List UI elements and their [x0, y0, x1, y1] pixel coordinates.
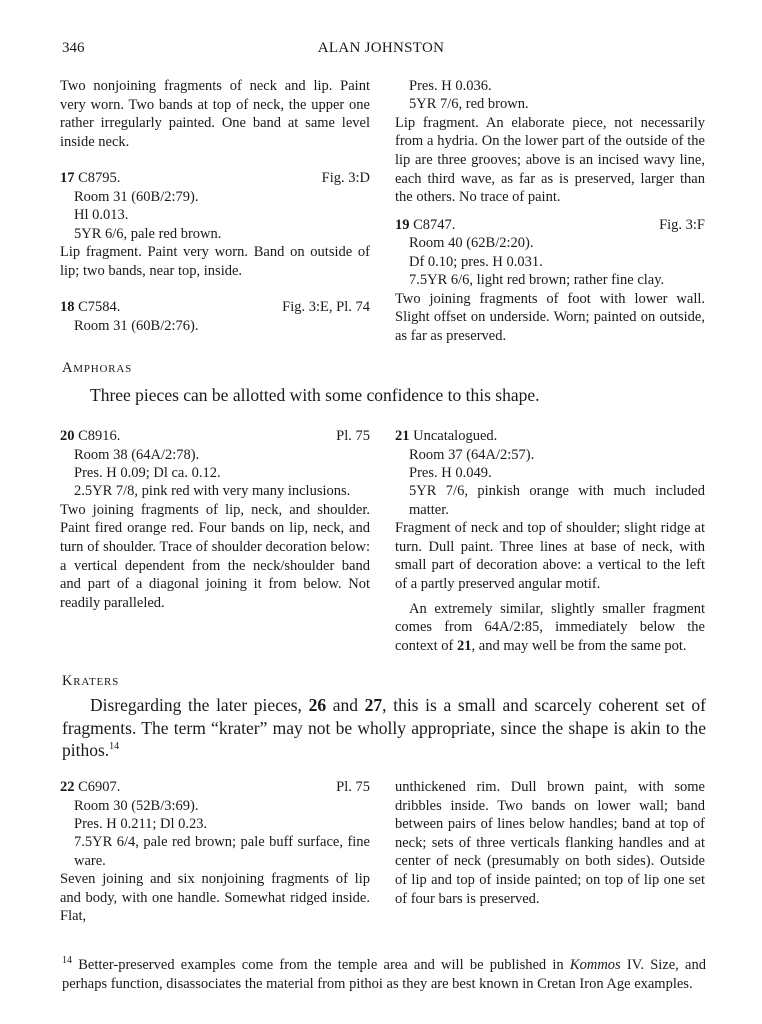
section-heading-amphoras: AMPHORAS [62, 360, 133, 376]
meta-line: Pres. H 0.049. [409, 465, 492, 481]
entry-22-description: Seven joining and six nonjoining fragments of lip and body, with one handle. Somewhat ridged inside. Flat, [60, 871, 370, 925]
left-column-amphoras [60, 427, 370, 612]
entry-number: 19 [395, 216, 410, 233]
entry-17-heading [60, 169, 370, 188]
meta-line: Room 40 (62B/2:20). [409, 235, 534, 252]
right-column-amphoras [395, 427, 705, 655]
meta-line: Room 30 (52B/3:69). [74, 797, 199, 814]
entry-22-meta [74, 797, 370, 871]
meta-line: 7.5YR 6/4, pale red brown; pale buff surface, fine ware. [74, 834, 370, 869]
footnote-marker: 14 [62, 955, 72, 967]
right-column-kraters [395, 778, 705, 908]
running-title: ALAN JOHNSTON [317, 40, 445, 56]
meta-line: Room 37 (64A/2:57). [409, 446, 535, 463]
entry-17-description: Lip fragment. Paint very worn. Band on outside of lip; two bands, near top, inside. [60, 244, 370, 279]
meta-line: 7.5YR 6/6, light red brown; rather fine clay. [409, 272, 665, 289]
entry-20-heading [60, 427, 370, 446]
section-intro-amphoras: Three pieces can be allotted with some confidence to this shape. [90, 385, 540, 405]
entry-number: 22 [60, 779, 75, 795]
meta-line: Hl 0.013. [74, 207, 129, 224]
meta-line: 5YR 7/6, red brown. [409, 96, 529, 113]
meta-line: Pres. H 0.09; Dl ca. 0.12. [74, 465, 221, 481]
entry-number: 18 [60, 299, 75, 316]
entry-22-heading [60, 778, 370, 797]
cross-reference: 21 [457, 637, 472, 654]
entry-22-description-cont: unthickened rim. Dull brown paint, with some dribbles inside. Two bands on lower wall; band between pairs of lines below handles; band at top of neck; sets of three verticals flanking handles and at center of neck (presumably on both sides). Outside of lip and top of inside painted; on top of lip one set of four bars is preserved. [395, 779, 705, 907]
footnote-ref: 14 [109, 741, 120, 753]
right-column-top [395, 77, 705, 345]
meta-line: Room 38 (64A/2:78). [74, 446, 200, 463]
entry-17-meta [74, 188, 370, 243]
footnote-14: $^{14}$ Better-preserved examples come from the temple area and will be published in Kommos IV. Size, and perhaps function, disassociates the material from pithoi as they are best known in Cretan Iron Age examples. [62, 955, 706, 992]
meta-line: Pres. H 0.036. [409, 78, 492, 94]
entry-18-heading [60, 298, 370, 317]
figure-ref: Pl. 75 [336, 428, 370, 444]
cross-reference: 27 [364, 695, 383, 715]
entry-19-heading [395, 216, 705, 235]
entry-18-meta-cont [409, 77, 705, 114]
entry-21-heading [395, 427, 705, 446]
entry-18-meta [74, 317, 370, 335]
publication-title: Kommos [569, 957, 621, 973]
section-heading-kraters: KRATERS [62, 673, 120, 689]
meta-line: Df 0.10; pres. H 0.031. [409, 253, 543, 270]
entry-18-description: Lip fragment. An elaborate piece, not necessarily from a hydria. On the lower part of the outside of the lip are three grooves; above is an incised wavy line, each third wave, as far as is preserved, larger than the others. No trace of paint. [395, 114, 705, 206]
entry-20-description: Two joining fragments of lip, neck, and shoulder. Paint fired orange red. Four bands on lip, neck, and turn of shoulder. Trace of shoulder decoration below: a vertical dependent from the neck/shoulder band and part of a diagonal joining it from below. Not readily paralleled. [60, 501, 370, 611]
catalog-id: Uncatalogued. [413, 428, 498, 444]
entry-19-description: Two joining fragments of foot with lower wall. Slight offset on underside. Worn; painted on outside, as far as preserved. [395, 290, 705, 344]
figure-ref: Fig. 3:F [659, 216, 705, 233]
page-number: 346 [62, 40, 85, 56]
meta-line: Room 31 (60B/2:76). [74, 317, 199, 334]
meta-line: Pres. H 0.211; Dl 0.23. [74, 816, 208, 832]
entry-number: 21 [395, 428, 410, 444]
catalog-id: C7584. [78, 299, 121, 316]
catalog-id: C8916. [78, 428, 121, 444]
entry-16-description: Two nonjoining fragments of neck and lip. Paint very worn. Two bands at top of neck, the upper one rather irregularly painted. One band at same level inside neck. [60, 78, 370, 150]
figure-ref: Pl. 75 [336, 779, 370, 795]
entry-19-meta [409, 234, 705, 289]
meta-line: 5YR 7/6, pinkish orange with much included matter. [409, 483, 705, 518]
figure-ref: Fig. 3:D [321, 170, 370, 187]
figure-ref: Fig. 3:E, Pl. 74 [282, 299, 370, 316]
left-column-kraters [60, 778, 370, 926]
catalog-id: C8747. [413, 216, 456, 233]
catalog-id: C6907. [78, 779, 121, 795]
entry-21-description: Fragment of neck and top of shoulder; slight ridge at turn. Dull paint. Three lines at base of neck, with small part of decoration above: a vertical to the left of a partly preserved angular motif. [395, 520, 705, 592]
entry-number: 20 [60, 428, 75, 444]
entry-21-meta [409, 446, 705, 520]
entry-21-note: An extremely similar, slightly smaller fragment comes from 64A/2:85, immediately below the context of 21, and may well be from the same pot. [395, 600, 705, 654]
meta-line: 5YR 6/6, pale red brown. [74, 225, 222, 242]
section-intro-kraters: Disregarding the later pieces, 26 and 27, this is a small and scarcely coherent set of fragments. The term “krater” may not be wholly appropriate, since the shape is akin to the pithos.$^{14}$ [62, 695, 706, 760]
entry-number: 17 [60, 170, 75, 187]
left-column-top [60, 77, 370, 335]
meta-line: Room 31 (60B/2:79). [74, 188, 199, 205]
entry-20-meta [74, 446, 370, 501]
cross-reference: 26 [308, 695, 327, 715]
meta-line: 2.5YR 7/8, pink red with very many inclusions. [74, 483, 351, 500]
catalog-id: C8795. [78, 170, 121, 187]
